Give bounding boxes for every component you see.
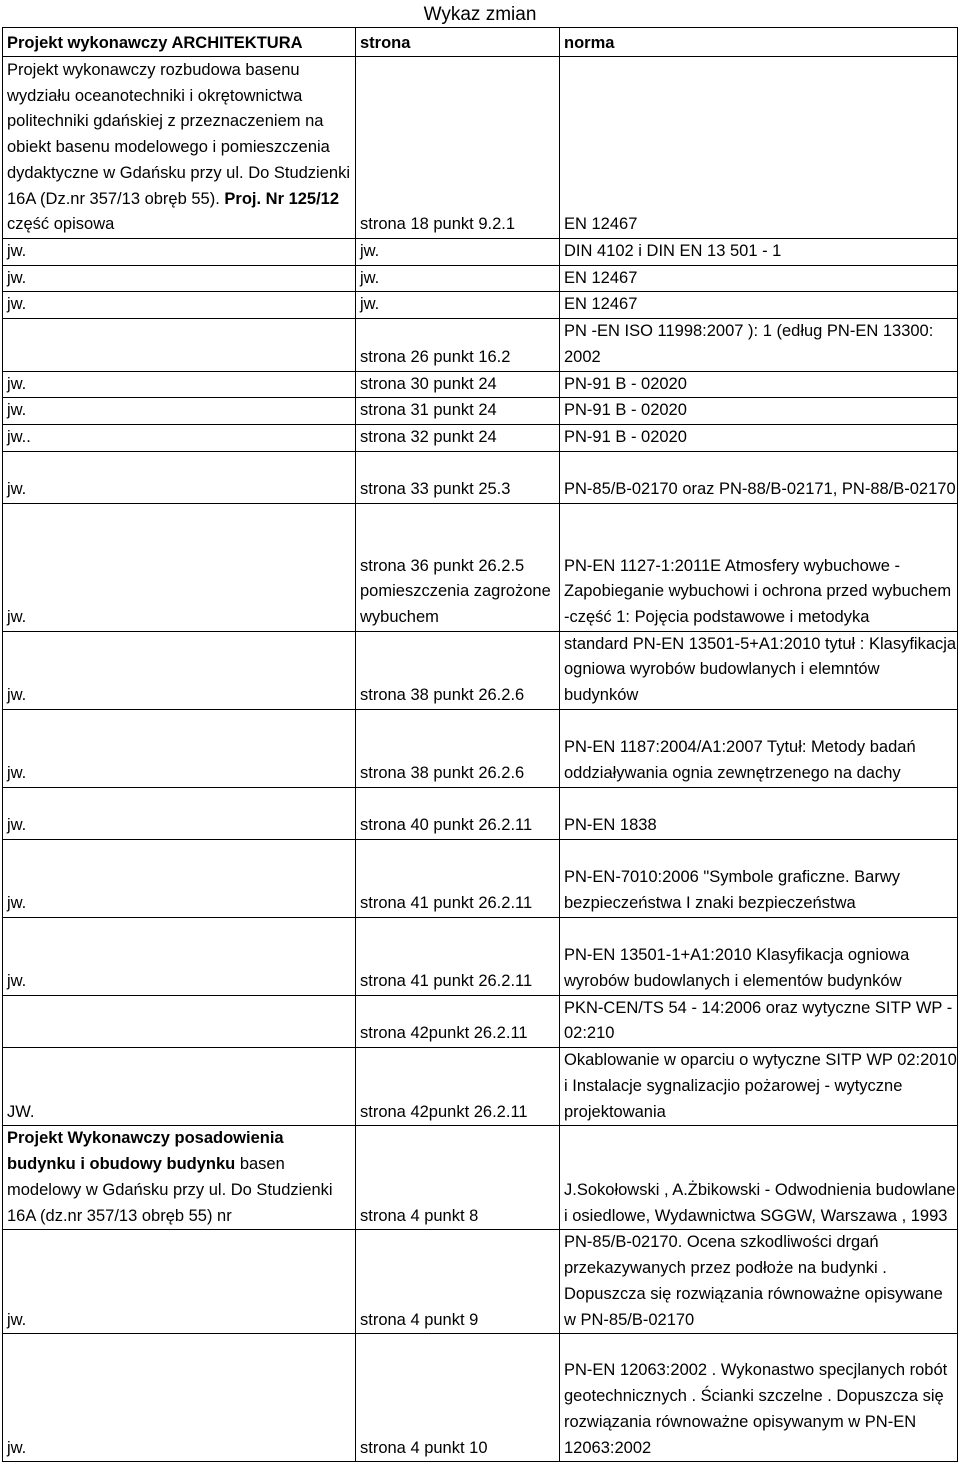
table-row (3, 398, 958, 425)
row-project-cell: jw. (3, 292, 356, 319)
row-strona-cell: strona 38 punkt 26.2.6 (356, 631, 560, 709)
row-project-cell (3, 319, 356, 371)
row-norma-cell: PN-91 B - 02020 (560, 424, 958, 451)
table-row (3, 709, 958, 787)
row-strona-cell: strona 36 punkt 26.2.5 pomieszczenia zagrożone wybuchem (356, 503, 560, 631)
table-row (3, 1334, 958, 1462)
table-row (3, 319, 958, 371)
row-strona-cell: strona 38 punkt 26.2.6 (356, 709, 560, 787)
row-norma-cell: PN-EN 1127-1:2011E Atmosfery wybuchowe - Zapobieganie wybuchowi i ochrona przed wybuchem -część 1: Pojęcia podstawowe i metodyka (560, 503, 958, 631)
row-project-cell: jw. (3, 371, 356, 398)
table-row (3, 292, 958, 319)
row-strona-cell: strona 41 punkt 26.2.11 (356, 839, 560, 917)
table-row (3, 371, 958, 398)
row-strona-cell: strona 4 punkt 8 (356, 1126, 560, 1230)
table-row (3, 451, 958, 503)
row-project-cell: jw. (3, 1334, 356, 1462)
document-title: Wykaz zmian (423, 4, 537, 25)
row-norma-cell: EN 12467 (560, 57, 958, 239)
row-norma-cell: PN -EN ISO 11998:2007 ): 1 (edług PN-EN 13300: 2002 (560, 319, 958, 371)
row-project-cell: jw. (3, 787, 356, 839)
table-row (3, 1230, 958, 1334)
table-row (3, 839, 958, 917)
header-project: Projekt wykonawczy ARCHITEKTURA (3, 28, 356, 57)
row-norma-cell: PN-EN 1838 (560, 787, 958, 839)
row-strona-cell: strona 18 punkt 9.2.1 (356, 57, 560, 239)
row-norma-cell: PN-91 B - 02020 (560, 398, 958, 425)
row-norma-cell: PN-EN 13501-1+A1:2010 Klasyfikacja ogniowa wyrobów budowlanych i elementów budynków (560, 917, 958, 995)
table-row (3, 787, 958, 839)
table-row (3, 1126, 958, 1230)
row-norma-cell: standard PN-EN 13501-5+A1:2010 tytuł : Klasyfikacja ogniowa wyrobów budowlanych i elemntów budynków (560, 631, 958, 709)
row-project-cell: jw. (3, 917, 356, 995)
row-norma-cell: EN 12467 (560, 265, 958, 292)
row-strona-cell: jw. (356, 265, 560, 292)
row-norma-cell: PN-EN 1187:2004/A1:2007 Tytuł: Metody badań oddziaływania ognia zewnętrzenego na dachy (560, 709, 958, 787)
row-strona-cell: strona 4 punkt 10 (356, 1334, 560, 1462)
row-strona-cell: strona 30 punkt 24 (356, 371, 560, 398)
row-project-cell: jw. (3, 503, 356, 631)
row-project-cell: jw. (3, 839, 356, 917)
row-norma-cell: Okablowanie w oparciu o wytyczne SITP WP 02:2010 i Instalacje sygnalizacjio pożarowej - wytyczne projektowania (560, 1048, 958, 1126)
header-strona: strona (356, 28, 560, 57)
row-strona-cell: jw. (356, 239, 560, 266)
row-project-cell (3, 995, 356, 1047)
row-strona-cell: strona 40 punkt 26.2.11 (356, 787, 560, 839)
row-project-cell: jw. (3, 709, 356, 787)
row-strona-cell: strona 32 punkt 24 (356, 424, 560, 451)
header-norma: norma (560, 28, 958, 57)
row-project-cell: JW. (3, 1048, 356, 1126)
row-norma-cell: PN-85/B-02170. Ocena szkodliwości drgań przekazywanych przez podłoże na budynki . Dopuszcza się rozwiązania równoważne opisywane w PN-85/B-02170 (560, 1230, 958, 1334)
row-norma-cell: PN-EN 12063:2002 . Wykonastwo specjlanych robót geotechnicznych . Ścianki szczelne . Dopuszcza się rozwiązania równoważne opisywanym w PN-EN 12063:2002 (560, 1334, 958, 1462)
row-project-cell: jw. (3, 451, 356, 503)
row-strona-cell: strona 33 punkt 25.3 (356, 451, 560, 503)
row-strona-cell: strona 26 punkt 16.2 (356, 319, 560, 371)
row-norma-cell: PN-91 B - 02020 (560, 371, 958, 398)
row-project-cell: jw. (3, 265, 356, 292)
row-project-cell: jw. (3, 631, 356, 709)
table-row (3, 631, 958, 709)
row-strona-cell: strona 42punkt 26.2.11 (356, 995, 560, 1047)
row-norma-cell: PN-EN-7010:2006 "Symbole graficzne. Barwy bezpieczeństwa I znaki bezpieczeństwa (560, 839, 958, 917)
table-row (3, 995, 958, 1047)
row-project-cell: jw.. (3, 424, 356, 451)
table-row (3, 1048, 958, 1126)
row-norma-cell: DIN 4102 i DIN EN 13 501 - 1 (560, 239, 958, 266)
table-row (3, 917, 958, 995)
row-norma-cell: EN 12467 (560, 292, 958, 319)
row-strona-cell: strona 42punkt 26.2.11 (356, 1048, 560, 1126)
table-row (3, 503, 958, 631)
row-project-cell: Projekt wykonawczy rozbudowa basenu wydziału oceanotechniki i okrętownictwa politechniki gdańskiej z przeznaczeniem na obiekt basenu modelowego i pomieszczenia dydaktyczne w Gdańsku przy ul. Do Studzienki 16A (Dz.nr 357/13 obręb 55). Proj. Nr 125/12 część opisowa (3, 57, 356, 239)
row-norma-cell: PKN-CEN/TS 54 - 14:2006 oraz wytyczne SITP WP - 02:210 (560, 995, 958, 1047)
row-project-cell: jw. (3, 239, 356, 266)
row-strona-cell: strona 4 punkt 9 (356, 1230, 560, 1334)
table-row (3, 424, 958, 451)
row-norma-cell: J.Sokołowski , A.Żbikowski - Odwodnienia budowlane i osiedlowe, Wydawnictwa SGGW, Warszawa , 1993 (560, 1126, 958, 1230)
table-row (3, 57, 958, 239)
row-strona-cell: strona 41 punkt 26.2.11 (356, 917, 560, 995)
changes-table (2, 27, 958, 1462)
row-strona-cell: strona 31 punkt 24 (356, 398, 560, 425)
table-row (3, 239, 958, 266)
row-project-cell: jw. (3, 1230, 356, 1334)
table-header-row (3, 28, 958, 57)
row-norma-cell: PN-85/B-02170 oraz PN-88/B-02171, PN-88/B-02170 (560, 451, 958, 503)
table-row (3, 265, 958, 292)
row-project-cell: Projekt Wykonawczy posadowienia budynku i obudowy budynku basen modelowy w Gdańsku przy ul. Do Studzienki 16A (dz.nr 357/13 obręb 55) nr (3, 1126, 356, 1230)
row-strona-cell: jw. (356, 292, 560, 319)
row-project-cell: jw. (3, 398, 356, 425)
